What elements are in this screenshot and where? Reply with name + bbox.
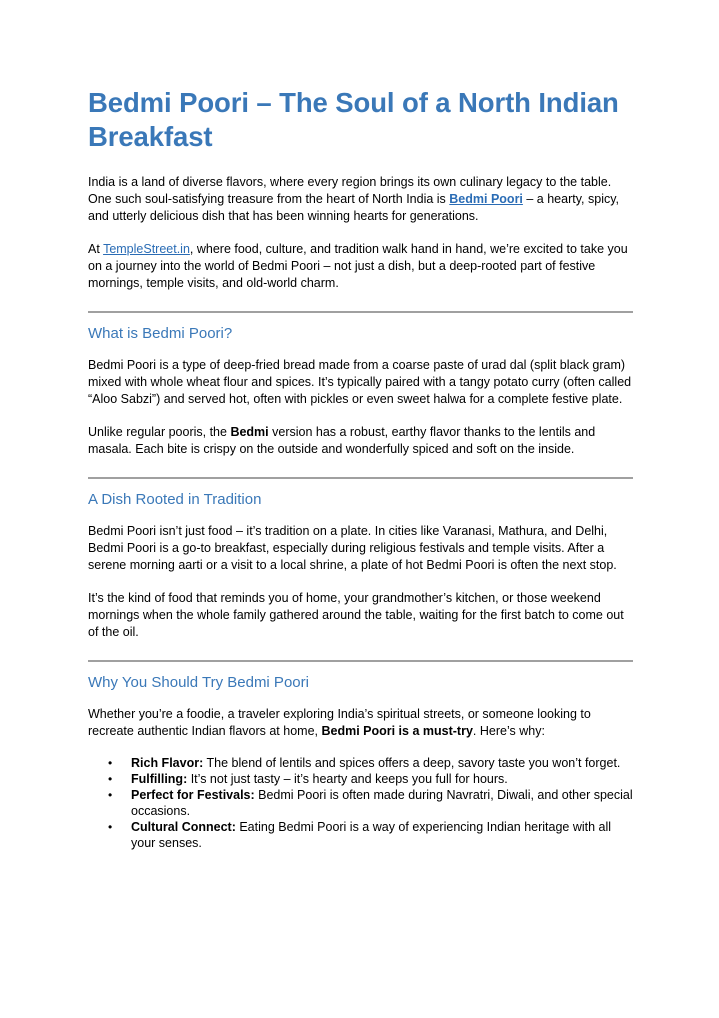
list-item: • Rich Flavor: The blend of lentils and spices offers a deep, savory taste you won’t forget. xyxy=(108,756,621,770)
section-divider xyxy=(88,477,633,479)
section2-paragraph-1: Bedmi Poori isn’t just food – it’s tradition on a plate. In cities like Varanasi, Mathura, and Delhi, Bedmi Poori is a go-to breakfast, especially during religious festivals and temple visits. After a serene morning aarti or a visit to a local shrine, a plate of hot Bedmi Poori is often the next stop. xyxy=(88,524,617,572)
section-heading-tradition: A Dish Rooted in Tradition xyxy=(88,491,262,508)
bedmi-poori-link[interactable]: Bedmi Poori xyxy=(449,192,523,206)
intro-paragraph-2: At TempleStreet.in, where food, culture, and tradition walk hand in hand, we’re excited to take you on a journey into the world of Bedmi Poori – not just a dish, but a deep-rooted part of festive mornings, temple visits, and old-world charm. xyxy=(88,242,628,290)
list-item: • Cultural Connect: Eating Bedmi Poori is a way of experiencing Indian heritage with all your senses. xyxy=(108,820,612,850)
section1-paragraph-2: Unlike regular pooris, the Bedmi version has a robust, earthy flavor thanks to the lentils and masala. Each bite is crispy on the outside and wonderfully spiced and soft on the inside. xyxy=(88,425,596,456)
intro-paragraph-1: India is a land of diverse flavors, where every region brings its own culinary legacy to the table. One such soul-satisfying treasure from the heart of North India is Bedmi Poori – a hearty, spicy, and utterly delicious dish that has been winning hearts for generations. xyxy=(88,175,620,223)
reasons-list xyxy=(88,755,633,851)
document-page xyxy=(88,86,633,851)
list-item: • Fulfilling: It’s not just tasty – it’s hearty and keeps you full for hours. xyxy=(108,772,508,786)
section-heading-why-try: Why You Should Try Bedmi Poori xyxy=(88,674,309,691)
bullet-icon: • xyxy=(108,788,113,802)
bullet-icon: • xyxy=(108,756,113,770)
list-item: • Perfect for Festivals: Bedmi Poori is often made during Navratri, Diwali, and other special occasions. xyxy=(108,788,633,818)
section3-paragraph-1: Whether you’re a foodie, a traveler exploring India’s spiritual streets, or someone looking to recreate authentic Indian flavors at home, Bedmi Poori is a must-try. Here’s why: xyxy=(88,707,591,738)
section-divider xyxy=(88,660,633,662)
templestreet-link[interactable]: TempleStreet.in xyxy=(103,242,190,256)
section-heading-what-is: What is Bedmi Poori? xyxy=(88,325,233,342)
page-title: Bedmi Poori – The Soul of a North Indian Breakfast xyxy=(88,87,619,152)
section1-paragraph-1: Bedmi Poori is a type of deep-fried bread made from a coarse paste of urad dal (split black gram) mixed with whole wheat flour and spices. It’s typically paired with a tangy potato curry (often called “Aloo Sabzi”) and served hot, often with pickles or even sweet halwa for a complete festive plate. xyxy=(88,358,632,406)
bullet-icon: • xyxy=(108,820,113,834)
section-divider xyxy=(88,311,633,313)
bullet-icon: • xyxy=(108,772,113,786)
section2-paragraph-2: It’s the kind of food that reminds you of home, your grandmother’s kitchen, or those weekend mornings when the whole family gathered around the table, waiting for the first batch to come out of the oil. xyxy=(88,591,624,639)
